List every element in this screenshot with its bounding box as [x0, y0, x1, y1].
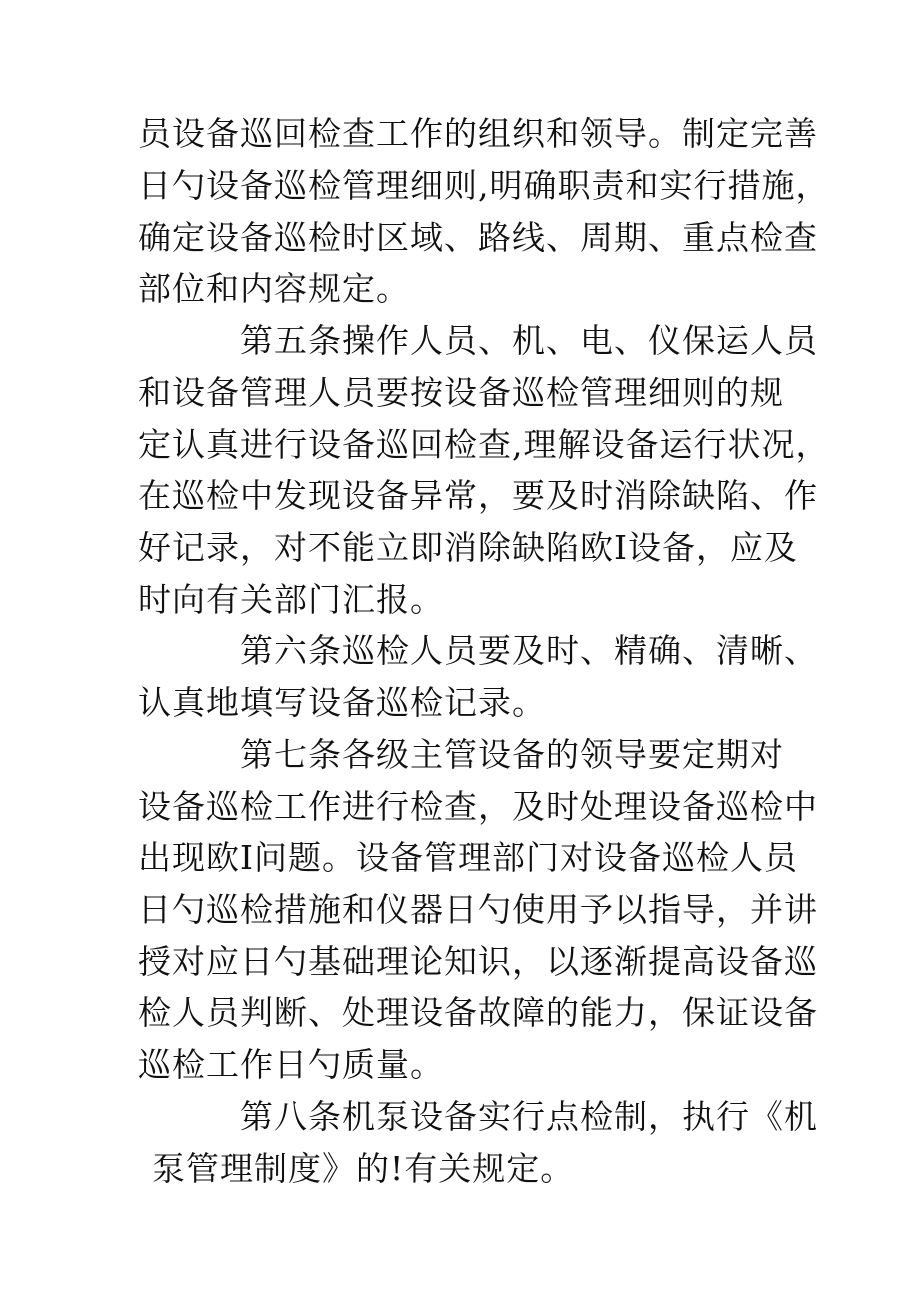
text-line: 员设备巡回检查工作的组织和领导。制定完善 — [138, 114, 818, 153]
text-line: 巡检工作日勺质量。 — [138, 1045, 444, 1084]
text-line: 检人员判断、处理设备故障的能力，保证设备 — [138, 993, 818, 1032]
paragraph-start-article-5: 第五条操作人员、机、电、仪保运人员 — [240, 321, 818, 360]
text-line: 部位和内容规定。 — [138, 269, 410, 308]
paragraph-start-article-6: 第六条巡检人员要及时、精确、清晰、 — [240, 631, 818, 670]
text-line: 泵管理制度》的!有关规定。 — [152, 1149, 575, 1188]
paragraph-start-article-7: 第七条各级主管设备的领导要定期对 — [240, 735, 784, 774]
paragraph-start-article-8: 第八条机泵设备实行点检制，执行《机 — [240, 1097, 818, 1136]
text-line: 定认真进行设备巡回检查,理解设备运行状况， — [138, 425, 830, 464]
text-line: 在巡检中发现设备异常，要及时消除缺陷、作 — [138, 476, 818, 515]
text-line: 和设备管理人员要按设备巡检管理细则的规 — [138, 373, 784, 412]
text-line: 出现欧I问题。设备管理部门对设备巡检人员 — [138, 838, 799, 877]
text-line: 认真地填写设备巡检记录。 — [138, 683, 546, 722]
text-line: 日勺设备巡检管理细则,明确职责和实行措施， — [138, 166, 830, 205]
text-line: 设备巡检工作进行检查，及时处理设备巡检中 — [138, 787, 818, 826]
text-line: 好记录，对不能立即消除缺陷欧I设备，应及 — [138, 528, 799, 567]
text-line: 确定设备巡检时区域、路线、周期、重点检查 — [138, 218, 818, 257]
text-line: 时向有关部门汇报。 — [138, 580, 444, 619]
text-line: 授对应日勺基础理论知识，以逐渐提高设备巡 — [138, 942, 818, 981]
text-line: 日勺巡检措施和仪器日勺使用予以指导，并讲 — [138, 890, 818, 929]
